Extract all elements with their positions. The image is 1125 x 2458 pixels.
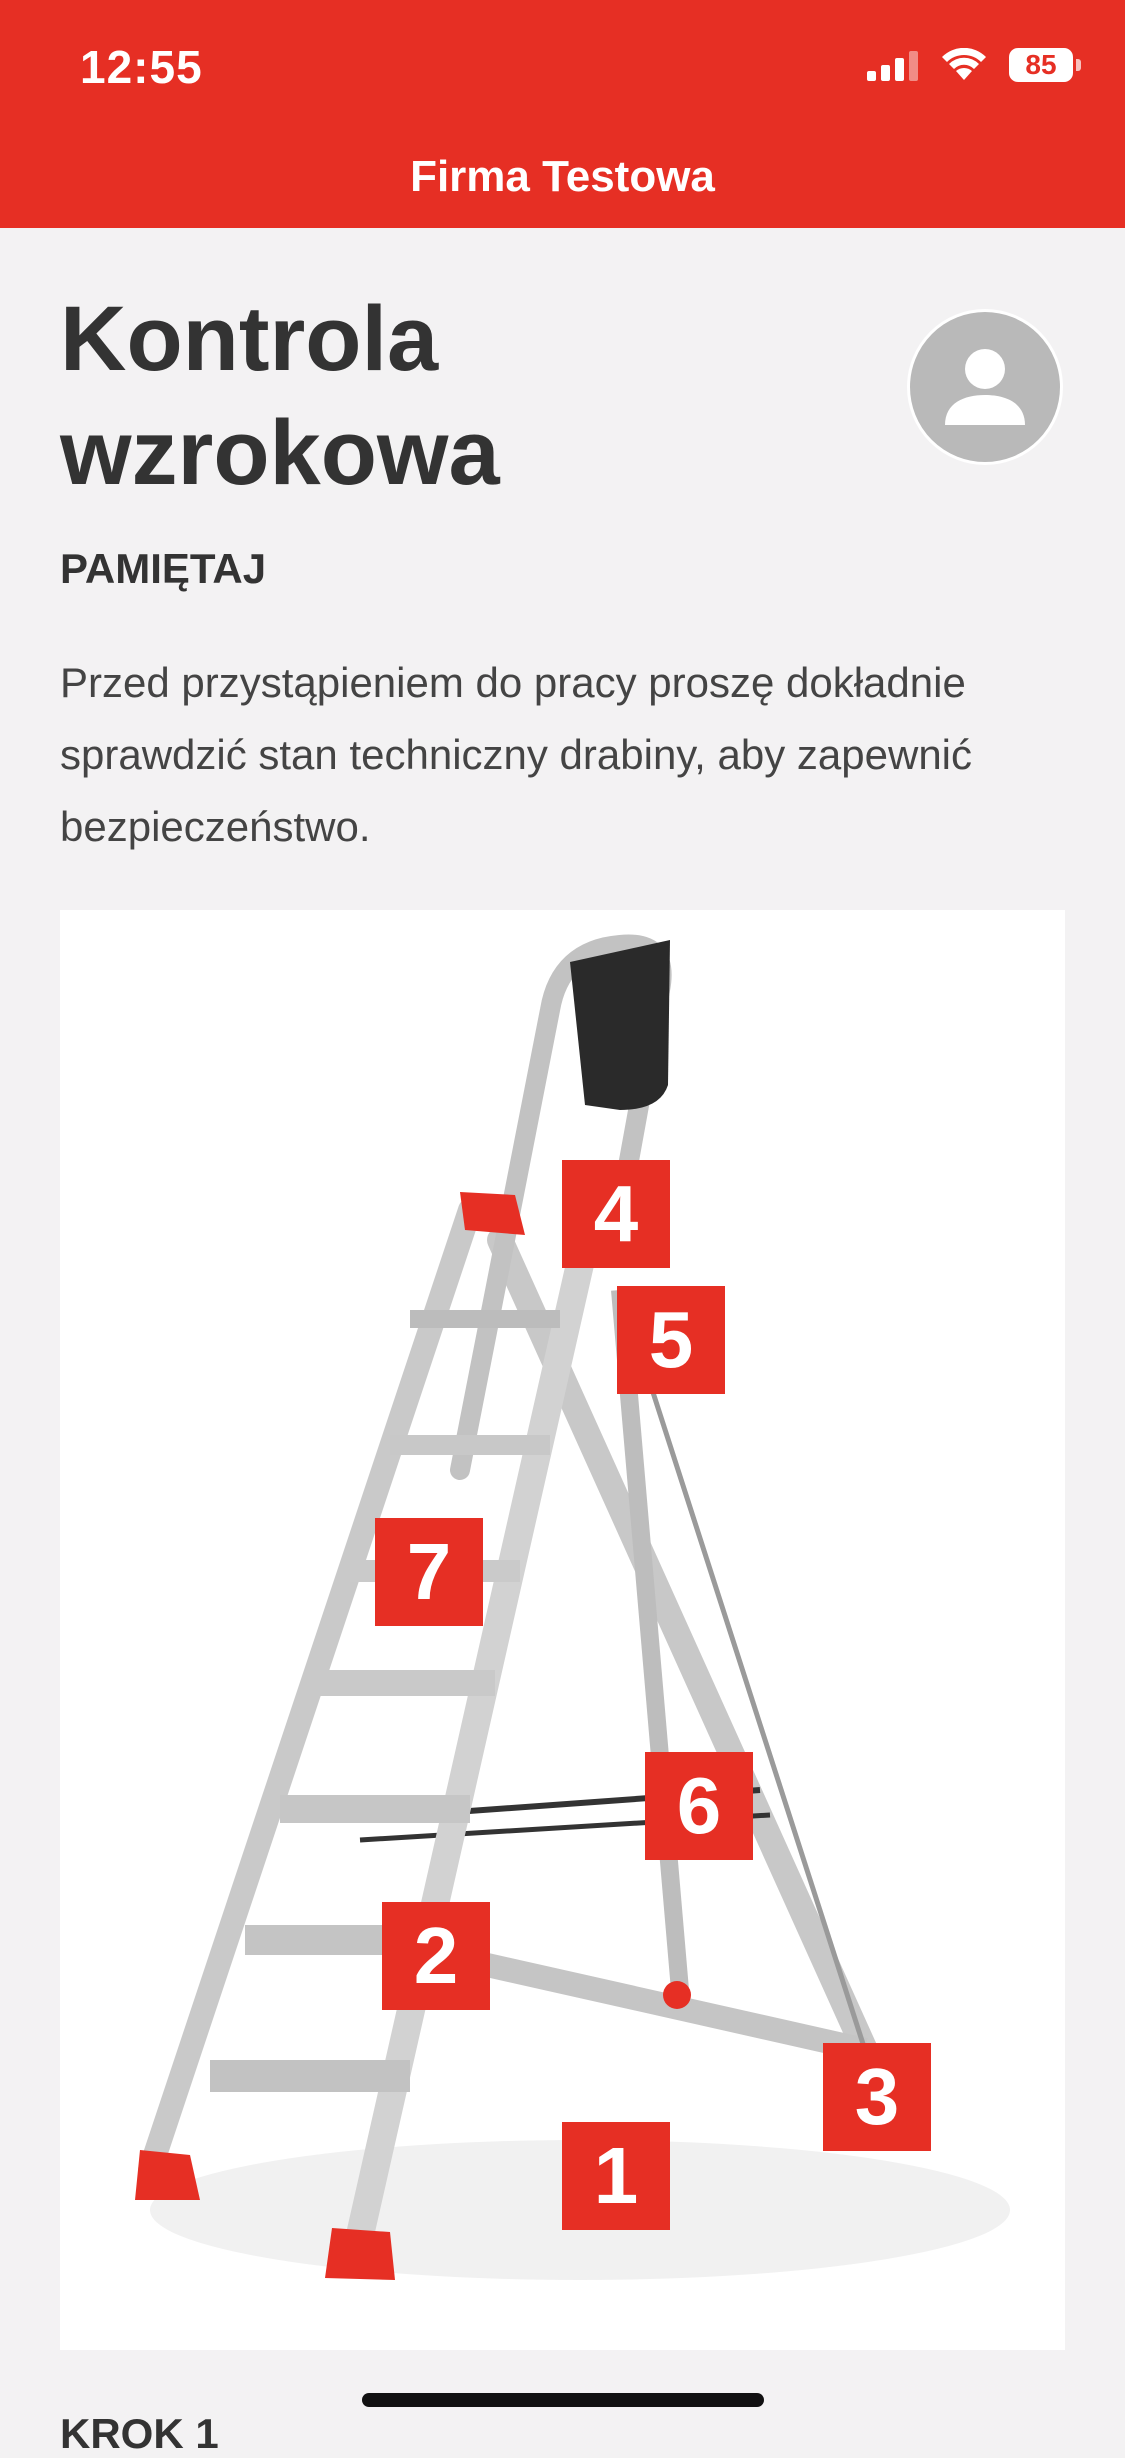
header-title: Firma Testowa <box>410 152 715 201</box>
description-text: Przed przystąpieniem do pracy proszę dokładnie sprawdzić stan techniczny drabiny, aby zapewnić bezpieczeństwo. <box>60 659 973 850</box>
avatar-button[interactable] <box>907 309 1063 465</box>
ladder-illustration <box>60 910 1065 2350</box>
label-3-text: 3 <box>854 2052 900 2141</box>
label-6-text: 6 <box>676 1761 722 1850</box>
label-6 <box>645 1752 753 1860</box>
label-5 <box>617 1286 725 1394</box>
label-4-text: 4 <box>593 1169 639 1258</box>
home-indicator[interactable] <box>362 2393 764 2407</box>
page-title-line1: Kontrola <box>60 288 439 390</box>
label-1-text: 1 <box>593 2131 639 2220</box>
label-2-text: 2 <box>413 1911 459 2000</box>
label-3 <box>823 2043 931 2151</box>
label-7 <box>375 1518 483 1626</box>
label-2 <box>382 1902 490 2010</box>
battery-level: 85 <box>1009 48 1073 82</box>
label-5-text: 5 <box>648 1295 694 1384</box>
battery-indicator <box>1009 48 1081 82</box>
wifi-icon <box>941 48 987 82</box>
signal-icon <box>867 49 919 81</box>
person-icon <box>942 347 1028 427</box>
page-title <box>60 282 500 510</box>
battery-tip <box>1076 59 1081 71</box>
label-4 <box>562 1160 670 1268</box>
status-time: 12:55 <box>80 41 203 93</box>
section-label: PAMIĘTAJ <box>60 545 267 592</box>
status-icons <box>867 48 1081 82</box>
page-title-line2: wzrokowa <box>60 402 500 504</box>
step-label: KROK 1 <box>60 2410 219 2457</box>
app-header <box>0 0 1125 228</box>
label-1 <box>562 2122 670 2230</box>
label-7-text: 7 <box>406 1527 452 1616</box>
ladder-drawing <box>60 910 1065 2350</box>
